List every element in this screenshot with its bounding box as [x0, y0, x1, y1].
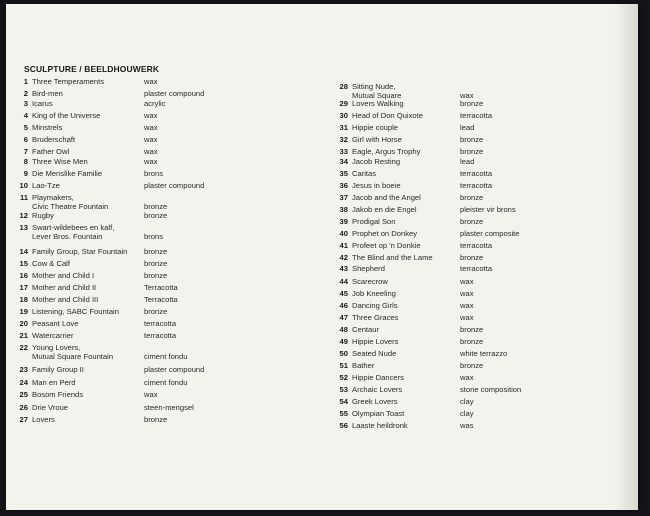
- entry-material: wax: [144, 157, 158, 166]
- entry-title-line: Seated Nude: [352, 349, 397, 358]
- entry-material: plaster composite: [460, 229, 520, 238]
- entry-material: bronze: [144, 202, 168, 211]
- entry-number: 24: [19, 378, 28, 387]
- entry-material: clay: [460, 397, 474, 406]
- entry-title-line: Bruderschaft: [32, 135, 76, 144]
- entry-title: [32, 211, 54, 220]
- entry-material: terracotta: [460, 169, 493, 178]
- entry-title-line: Watercarrier: [32, 331, 74, 340]
- entry-number: 16: [19, 271, 28, 280]
- entry-number: 12: [19, 211, 28, 220]
- entry-material: steen-mengsel: [144, 403, 194, 412]
- entry-material: wax: [144, 147, 158, 156]
- entry-title-line: Sitting Nude,: [352, 82, 396, 91]
- entry-title-line: Lovers Walking: [352, 99, 404, 108]
- entry-title: [32, 223, 114, 241]
- entry-number: 10: [19, 181, 28, 190]
- entry-number: 3: [23, 99, 28, 108]
- entry-number: 28: [339, 82, 348, 91]
- entry-title: [32, 169, 102, 178]
- entry-title-line: Three Wise Men: [32, 157, 88, 166]
- entry-number: 18: [19, 295, 28, 304]
- entry-material: lead: [460, 157, 475, 166]
- entry-number: 41: [339, 241, 348, 250]
- entry-material: ciment fondu: [144, 352, 188, 361]
- entry-material: wax: [460, 289, 474, 298]
- entry-material: clay: [460, 409, 474, 418]
- entry-title: [352, 147, 420, 156]
- entry-material: bronze: [460, 361, 484, 370]
- entry-title: [32, 123, 62, 132]
- entry-title: [32, 295, 98, 304]
- entry-title-line: Family Group II: [32, 365, 84, 374]
- catalogue-page: [6, 4, 638, 510]
- entry-title: [32, 135, 75, 144]
- entry-material: plaster compound: [144, 89, 205, 98]
- entry-number: 46: [339, 301, 348, 310]
- entry-material: bronze: [144, 271, 168, 280]
- entry-title-line: Prodigal Son: [352, 217, 396, 226]
- entry-title: [352, 241, 421, 250]
- entry-title: [352, 111, 423, 120]
- entry-number: 23: [19, 365, 28, 374]
- entry-title: [32, 331, 74, 340]
- entry-title-line: Hippie Lovers: [352, 337, 399, 346]
- entry-material: wax: [144, 135, 158, 144]
- entry-title-line: Young Lovers,: [32, 343, 81, 352]
- entry-material: ciment fondu: [144, 378, 188, 387]
- entry-material: Terracotta: [144, 283, 178, 292]
- entry-material: white terrazzo: [460, 349, 508, 358]
- entry-number: 50: [339, 349, 348, 358]
- entry-title-line: Hippie couple: [352, 123, 399, 132]
- entry-number: 9: [23, 169, 28, 178]
- entry-title: [32, 378, 75, 387]
- page-title: SCULPTURE / BEELDHOUWERK: [24, 64, 160, 74]
- entry-number: 1: [23, 77, 28, 86]
- entry-title: [32, 181, 60, 190]
- entry-number: 26: [19, 403, 28, 412]
- entry-title: [352, 313, 398, 322]
- entry-title-line: Three Graces: [352, 313, 399, 322]
- entry-title-line: Greek Lovers: [352, 397, 398, 406]
- entry-title: [352, 277, 388, 286]
- entry-material: terracotta: [460, 264, 493, 273]
- entry-number: 43: [339, 264, 348, 273]
- entry-material: wax: [460, 373, 474, 382]
- entry-title-line: Laaste heildronk: [352, 421, 408, 430]
- page-edge-shadow: [614, 4, 638, 510]
- entry-title: [352, 361, 374, 370]
- entry-title-line: Lao-Tze: [32, 181, 60, 190]
- entry-title-line: Bather: [352, 361, 375, 370]
- entry-title: [352, 264, 385, 273]
- entry-material: bronze: [460, 337, 484, 346]
- entry-material: wax: [144, 111, 158, 120]
- entry-number: 45: [339, 289, 348, 298]
- entry-number: 54: [339, 397, 348, 406]
- entry-material: terracotta: [460, 111, 493, 120]
- entry-material: was: [460, 421, 474, 430]
- entry-title: [352, 99, 404, 108]
- entry-title-line: Three Temperaments: [32, 77, 105, 86]
- entry-material: bronze: [144, 247, 168, 256]
- entry-title-line: Head of Don Quixote: [352, 111, 423, 120]
- entry-title-line: Archaic Lovers: [352, 385, 403, 394]
- entry-title: [352, 385, 402, 394]
- entry-number: 22: [19, 343, 28, 352]
- entry-title-line: Profeet op 'n Donkie: [352, 241, 421, 250]
- entry-title-line: Mother and Child I: [32, 271, 95, 280]
- entry-number: 11: [19, 193, 28, 202]
- entry-title: [352, 193, 421, 202]
- entry-title-line: Father Owl: [32, 147, 70, 156]
- entry-number: 32: [339, 135, 348, 144]
- entry-material: stone composition: [460, 385, 522, 394]
- entry-title: [352, 301, 398, 310]
- entry-title-line: Jakob en die Engel: [352, 205, 417, 214]
- entry-number: 6: [23, 135, 28, 144]
- entry-title-line: Lovers: [32, 415, 55, 424]
- entry-material: bronze: [144, 307, 168, 316]
- entry-title-line: Mother and Child III: [32, 295, 99, 304]
- entry-title: [32, 319, 78, 328]
- entry-title-line: Die Menslike Familie: [32, 169, 103, 178]
- entry-number: 39: [339, 217, 348, 226]
- entry-material: terracotta: [144, 319, 177, 328]
- entry-title-line: Cow & Calf: [32, 259, 70, 268]
- entry-material: bronze: [460, 135, 484, 144]
- entry-title: [32, 259, 70, 268]
- entry-material: wax: [460, 91, 474, 100]
- entry-title: [352, 421, 408, 430]
- entry-title-line: Jesus in boeie: [352, 181, 401, 190]
- entry-title-line: Civic Theatre Fountain: [32, 202, 109, 211]
- entry-material: bronze: [460, 253, 484, 262]
- entry-title: [352, 123, 398, 132]
- entry-title: [32, 365, 84, 374]
- entry-title-line: Girl with Horse: [352, 135, 402, 144]
- entry-number: 30: [339, 111, 348, 120]
- entry-title-line: Dancing Girls: [352, 301, 398, 310]
- entry-title-line: Drie Vroue: [32, 403, 69, 412]
- entry-material: bronze: [460, 217, 484, 226]
- entry-title-line: Mutual Square: [352, 91, 402, 100]
- entry-title: [352, 253, 433, 262]
- entry-title: [32, 247, 127, 256]
- entry-title: [352, 373, 404, 382]
- entry-number: 29: [339, 99, 348, 108]
- entry-number: 5: [23, 123, 28, 132]
- entry-material: bronze: [144, 415, 168, 424]
- entry-title: [352, 325, 379, 334]
- entry-number: 51: [339, 361, 348, 370]
- entry-title: [352, 157, 400, 166]
- entry-title: [352, 205, 417, 214]
- entry-material: brons: [144, 169, 163, 178]
- entry-number: 14: [19, 247, 28, 256]
- entry-title-line: Centaur: [352, 325, 380, 334]
- entry-title-line: Family Group, Star Fountain: [32, 247, 128, 256]
- entry-number: 40: [339, 229, 348, 238]
- entry-material: terracotta: [460, 241, 493, 250]
- entry-title-line: Hippie Dancers: [352, 373, 404, 382]
- entry-material: lead: [460, 123, 475, 132]
- entry-number: 38: [339, 205, 348, 214]
- entry-title: [32, 77, 104, 86]
- entry-number: 52: [339, 373, 348, 382]
- entry-title: [32, 89, 63, 98]
- entry-title-line: Playmakers,: [32, 193, 74, 202]
- entry-number: 34: [339, 157, 348, 166]
- entry-number: 42: [339, 253, 348, 262]
- entry-number: 49: [339, 337, 348, 346]
- entry-title: [352, 169, 376, 178]
- entry-number: 25: [19, 390, 28, 399]
- entry-title-line: Eagle, Argus Trophy: [352, 147, 421, 156]
- entry-title: [352, 337, 398, 346]
- entry-number: 27: [19, 415, 28, 424]
- entry-title-line: King of the Universe: [32, 111, 101, 120]
- entry-title: [32, 271, 94, 280]
- entry-material: wax: [144, 390, 158, 399]
- entry-title: [352, 409, 404, 418]
- entry-material: wax: [460, 313, 474, 322]
- entry-material: bronze: [460, 193, 484, 202]
- entry-number: 37: [339, 193, 348, 202]
- entry-title: [352, 289, 396, 298]
- entry-title: [352, 82, 401, 100]
- entry-material: bronze: [144, 211, 168, 220]
- entry-material: plaster compound: [144, 181, 205, 190]
- entry-material: bronze: [460, 99, 484, 108]
- entry-material: terracotta: [144, 331, 177, 340]
- entry-material: plaster compound: [144, 365, 205, 374]
- entry-title-line: Bosom Friends: [32, 390, 84, 399]
- entry-title: [352, 229, 417, 238]
- entry-title-line: Job Kneeling: [352, 289, 396, 298]
- entry-material: wax: [460, 277, 474, 286]
- entry-material: Terracotta: [144, 295, 178, 304]
- entry-title-line: Jacob Resting: [352, 157, 401, 166]
- entry-number: 53: [339, 385, 348, 394]
- entry-number: 35: [339, 169, 348, 178]
- entry-material: terracotta: [460, 181, 493, 190]
- entry-title: [32, 403, 68, 412]
- entry-material: acrylic: [144, 99, 166, 108]
- entry-number: 55: [339, 409, 348, 418]
- entry-number: 21: [19, 331, 28, 340]
- entry-title: [352, 397, 398, 406]
- entry-number: 33: [339, 147, 348, 156]
- entry-title-line: Scarecrow: [352, 277, 388, 286]
- entry-title: [32, 390, 83, 399]
- entry-title-line: Prophet on Donkey: [352, 229, 418, 238]
- entry-number: 48: [339, 325, 348, 334]
- entry-number: 19: [19, 307, 28, 316]
- entry-material: bronze: [144, 259, 168, 268]
- entry-number: 7: [23, 147, 28, 156]
- entry-title: [352, 217, 395, 226]
- entry-title: [352, 135, 402, 144]
- entry-title-line: Mother and Child II: [32, 283, 97, 292]
- entry-number: 47: [339, 313, 348, 322]
- entry-title-line: Shepherd: [352, 264, 385, 273]
- entry-material: wax: [144, 77, 158, 86]
- entry-title-line: Olympian Toast: [352, 409, 405, 418]
- entry-title-line: Caritas: [352, 169, 377, 178]
- entry-number: 56: [339, 421, 348, 430]
- entry-number: 31: [339, 123, 348, 132]
- entry-number: 20: [19, 319, 28, 328]
- entry-title: [352, 349, 396, 358]
- entry-title-line: Listening, SABC Fountain: [32, 307, 119, 316]
- entry-number: 17: [19, 283, 28, 292]
- entry-material: wax: [144, 123, 158, 132]
- entry-title-line: The Blind and the Lame: [352, 253, 433, 262]
- entry-title-line: Peasant Love: [32, 319, 79, 328]
- entry-title-line: Minstrels: [32, 123, 63, 132]
- entry-material: bronze: [460, 147, 484, 156]
- entry-title-line: Icarus: [32, 99, 53, 108]
- entry-title: [32, 343, 113, 361]
- entry-material: bronze: [460, 325, 484, 334]
- entry-title-line: Mutual Square Fountain: [32, 352, 114, 361]
- entry-title: [32, 111, 100, 120]
- entry-number: 15: [19, 259, 28, 268]
- entry-number: 4: [23, 111, 28, 120]
- entry-title: [32, 193, 108, 211]
- entry-title: [32, 147, 69, 156]
- entry-title: [32, 157, 88, 166]
- entry-number: 8: [23, 157, 28, 166]
- entry-material: pleister vir brons: [460, 205, 516, 214]
- entry-material: wax: [460, 301, 474, 310]
- entry-material: brons: [144, 232, 163, 241]
- entry-title-line: Jacob and the Angel: [352, 193, 421, 202]
- entry-title: [352, 181, 401, 190]
- entry-title: [32, 415, 55, 424]
- entry-number: 2: [23, 89, 28, 98]
- entry-title: [32, 283, 96, 292]
- entry-title-line: Rugby: [32, 211, 54, 220]
- entry-title-line: Swart-wildebees en kalf,: [32, 223, 115, 232]
- entry-title-line: Man en Perd: [32, 378, 76, 387]
- entry-number: 44: [339, 277, 348, 286]
- entry-number: 13: [19, 223, 28, 232]
- entry-title: [32, 99, 53, 108]
- entry-title: [32, 307, 119, 316]
- entry-title-line: Lever Bros. Fountain: [32, 232, 103, 241]
- entry-number: 36: [339, 181, 348, 190]
- entry-title-line: Bird-men: [32, 89, 63, 98]
